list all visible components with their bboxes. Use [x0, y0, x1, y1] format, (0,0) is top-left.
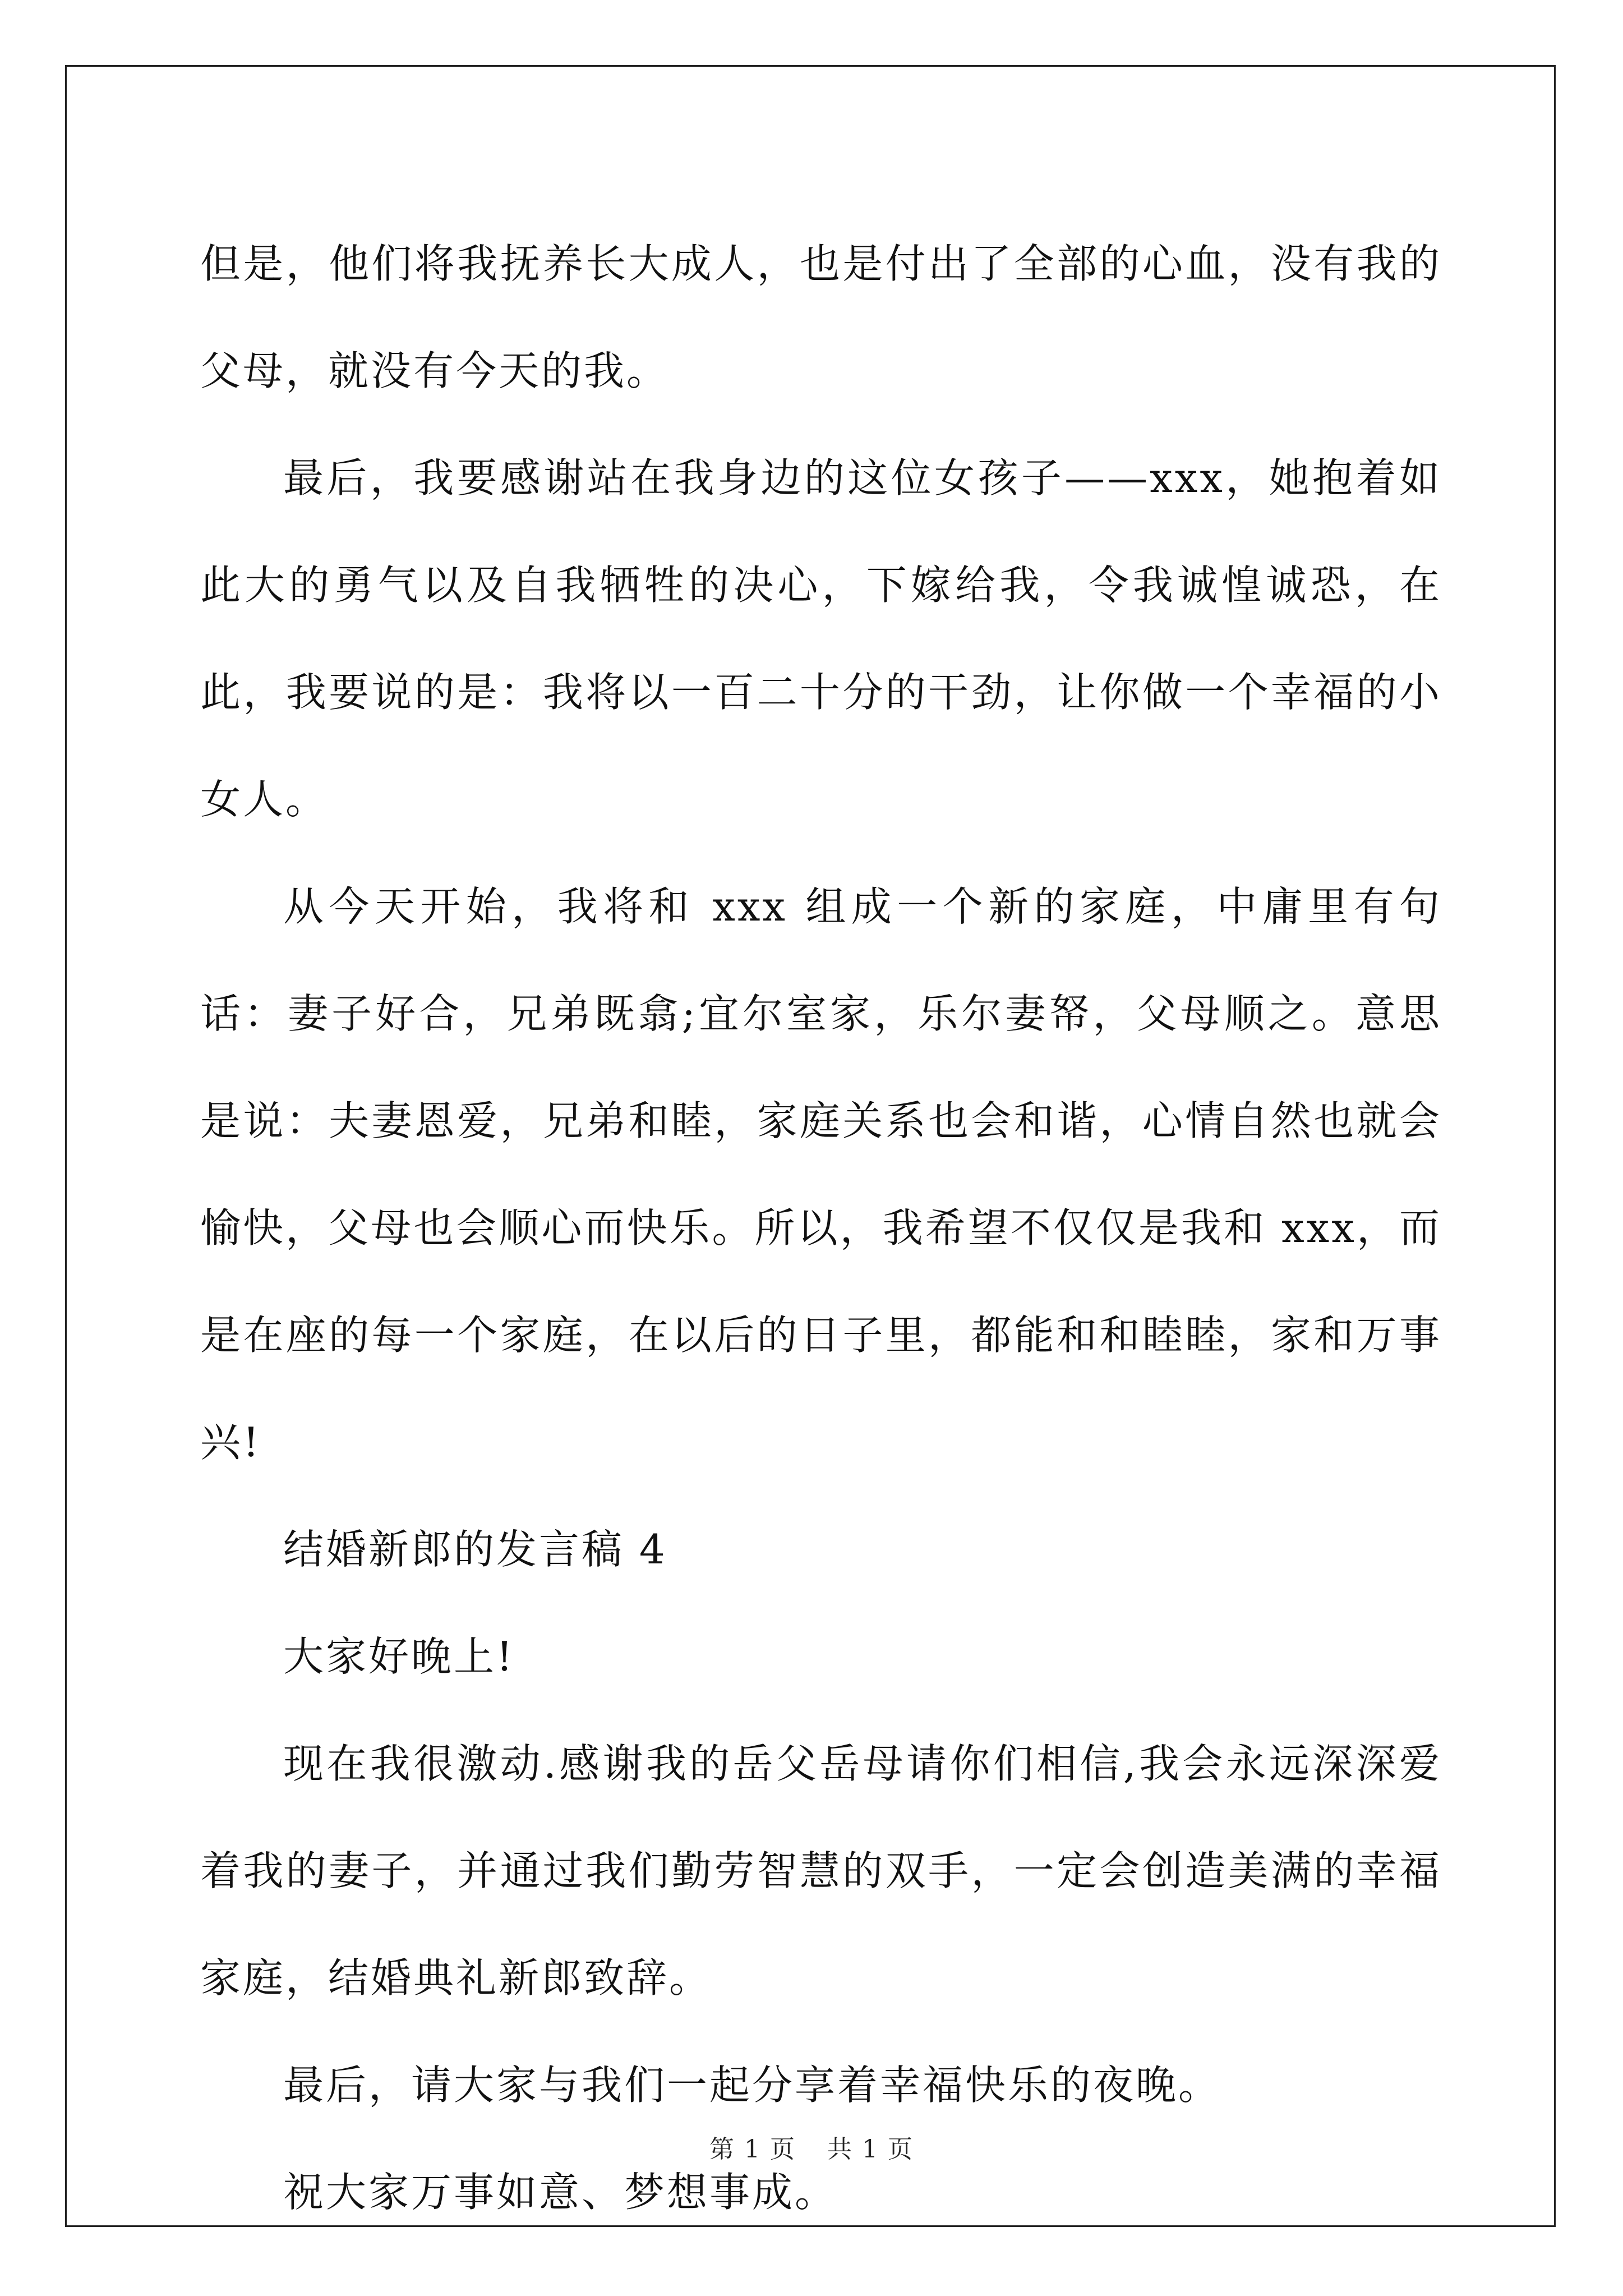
- page-footer: [0, 2129, 1623, 2165]
- document-body: [200, 210, 1442, 2246]
- page-total: 共 1 页: [827, 2135, 914, 2164]
- paragraph-1: 但是，他们将我抚养长大成人，也是付出了全部的心血，没有我的父母，就没有今天的我。: [200, 240, 1442, 394]
- page-number: 第 1 页: [709, 2135, 796, 2164]
- closing-line: 祝大家万事如意、梦想事成。: [283, 2169, 838, 2216]
- paragraph-2: 最后，我要感谢站在我身边的这位女孩子——xxx，她抱着如此大的勇气以及自我牺牲的决心，下嫁给我，令我诚惶诚恐，在此，我要说的是：我将以一百二十分的干劲，让你做一个幸福的小女人。: [200, 454, 1442, 823]
- paragraph-3: 从今天开始，我将和 xxx 组成一个新的家庭，中庸里有句话：妻子好合，兄弟既翕;宜尔室家，乐尔妻帑，父母顺之。意思是说：夫妻恩爱，兄弟和睦，家庭关系也会和谐，心情自然也就会愉快，父母也会顺心而快乐。所以，我希望不仅仅是我和 xxx，而是在座的每一个家庭，在以后的日子里，都能和和睦睦，家和万事兴!: [200, 883, 1442, 1466]
- paragraph-7: 最后，请大家与我们一起分享着幸福快乐的夜晚。: [283, 2062, 1221, 2109]
- section-heading: 结婚新郎的发言稿 4: [283, 1526, 667, 1573]
- paragraph-6: 现在我很激动.感谢我的岳父岳母请你们相信,我会永远深深爱着我的妻子，并通过我们勤劳智慧的双手，一定会创造美满的幸福家庭，结婚典礼新郎致辞。: [200, 1740, 1442, 2001]
- greeting-line: 大家好晚上!: [283, 1633, 515, 1680]
